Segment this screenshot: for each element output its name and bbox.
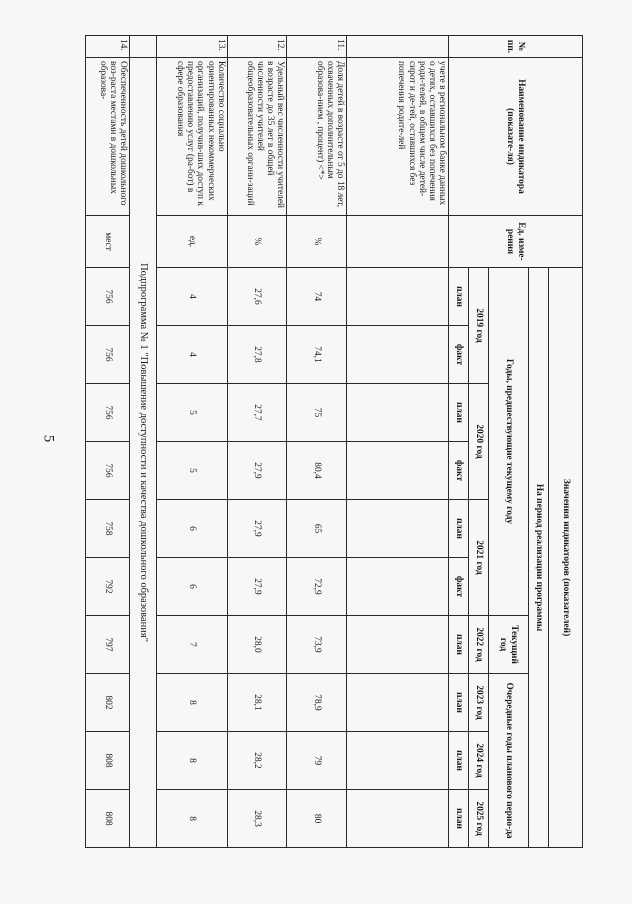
header-2023: 2023 год [469,674,489,732]
value-2020-fact: 80,4 [287,442,347,500]
header-plan: план [449,268,469,326]
value-2020-fact: 27,9 [227,442,287,500]
header-plan: план [449,616,469,674]
header-previous-years: Годы, предшествующие текущему году [489,268,529,616]
value-2019-plan: 74 [287,268,347,326]
value-2019-fact: 27,8 [227,326,287,384]
header-plan: план [449,674,469,732]
row-number: 14. [86,36,130,58]
value-2020-fact: 5 [156,442,227,500]
indicators-table [85,35,583,848]
subprogram-row [130,36,157,848]
header-2021: 2021 год [469,500,489,616]
value-2024-plan: 808 [86,732,130,790]
value-2022-plan: 797 [86,616,130,674]
value-2021-plan: 6 [156,500,227,558]
header-2019: 2019 год [469,268,489,384]
value-2024-plan: 8 [156,732,227,790]
value-2025-plan: 28,3 [227,790,287,848]
value-2019-plan: 756 [86,268,130,326]
header-next-years: Очередные годы планового перио-да [489,674,529,848]
indicator-name: Удельный вес численности учителей в возрасте до 35 лет в общей численности учителей общеобразовательных органи-заций [227,58,287,216]
value-2021-plan: 758 [86,500,130,558]
value-2019-fact: 4 [156,326,227,384]
value-2025-plan: 80 [287,790,347,848]
value-2023-plan: 8 [156,674,227,732]
value-2020-plan: 75 [287,384,347,442]
header-2025: 2025 год [469,790,489,848]
table-row [156,36,227,848]
value-2021-fact: 72,9 [287,558,347,616]
value-2024-plan: 79 [287,732,347,790]
value-2021-fact: 27,9 [227,558,287,616]
cell-num-empty [347,36,449,58]
value-2019-plan: 27,6 [227,268,287,326]
cell-unit-empty [347,216,449,268]
value-2020-plan: 27,7 [227,384,287,442]
value-2022-plan: 73,9 [287,616,347,674]
header-2022: 2022 год [469,616,489,674]
header-plan: план [449,732,469,790]
value-2019-fact: 74,1 [287,326,347,384]
unit: ед. [156,216,227,268]
value-2021-plan: 65 [287,500,347,558]
subprogram-title: Подпрограмма № 1 "Повышение доступности и качества дошкольного образования" [130,58,157,848]
table-row-continuation [347,36,449,848]
rotated-table-wrapper [85,35,583,847]
unit: мест [86,216,130,268]
value-2023-plan: 28,1 [227,674,287,732]
indicator-name: Количество социально ориентированных некоммерческих организаций, получив-ших доступ к предоставлению услуг (ра-бот) в сфере образования [156,58,227,216]
header-num: № пп. [449,36,583,58]
value-2020-plan: 756 [86,384,130,442]
value-2025-plan: 808 [86,790,130,848]
header-2020: 2020 год [469,384,489,500]
value-2022-plan: 7 [156,616,227,674]
header-fact: факт [449,326,469,384]
header-plan: план [449,500,469,558]
indicator-name: Обеспеченность детей дошкольного воз-раста местами в дошкольных образова- [86,58,130,216]
unit: % [287,216,347,268]
value-2024-plan: 28,2 [227,732,287,790]
header-period: На период реализации программы [529,268,549,848]
row-number: 13. [156,36,227,58]
header-indicator-name: Наименование индикатора (показате-ля) [449,58,583,216]
value-2023-plan: 78,9 [287,674,347,732]
value-2019-plan: 4 [156,268,227,326]
header-values: Значения индикаторов (показателей) [549,268,583,848]
cell-num-empty [130,36,157,58]
value-2023-plan: 802 [86,674,130,732]
header-plan: план [449,384,469,442]
value-2019-fact: 756 [86,326,130,384]
header-plan: план [449,790,469,848]
header-fact: факт [449,558,469,616]
table-row [227,36,287,848]
page-number: 5 [40,434,57,443]
header-fact: факт [449,442,469,500]
header-current-year: Текущий год [489,616,529,674]
row-number: 11. [287,36,347,58]
indicator-name-continuation: учете в региональном банке данных о детях, оставшихся без попечения роди-телей, в общем числе детей-сирот и де-тей, оставшихся без попечения родите-лей [347,58,449,216]
table-row [287,36,347,848]
header-unit: Ед. изме-рения [449,216,583,268]
value-2020-plan: 5 [156,384,227,442]
value-2021-fact: 6 [156,558,227,616]
unit: % [227,216,287,268]
value-2025-plan: 8 [156,790,227,848]
header-2024: 2024 год [469,732,489,790]
row-number: 12. [227,36,287,58]
value-2022-plan: 28,0 [227,616,287,674]
table-row [86,36,130,848]
value-2020-fact: 756 [86,442,130,500]
value-2021-plan: 27,9 [227,500,287,558]
value-2021-fact: 792 [86,558,130,616]
indicator-name: Доля детей в возрасте от 5 до 18 лет, охваченных дополнительным образова-нием , процент) <*> [287,58,347,216]
